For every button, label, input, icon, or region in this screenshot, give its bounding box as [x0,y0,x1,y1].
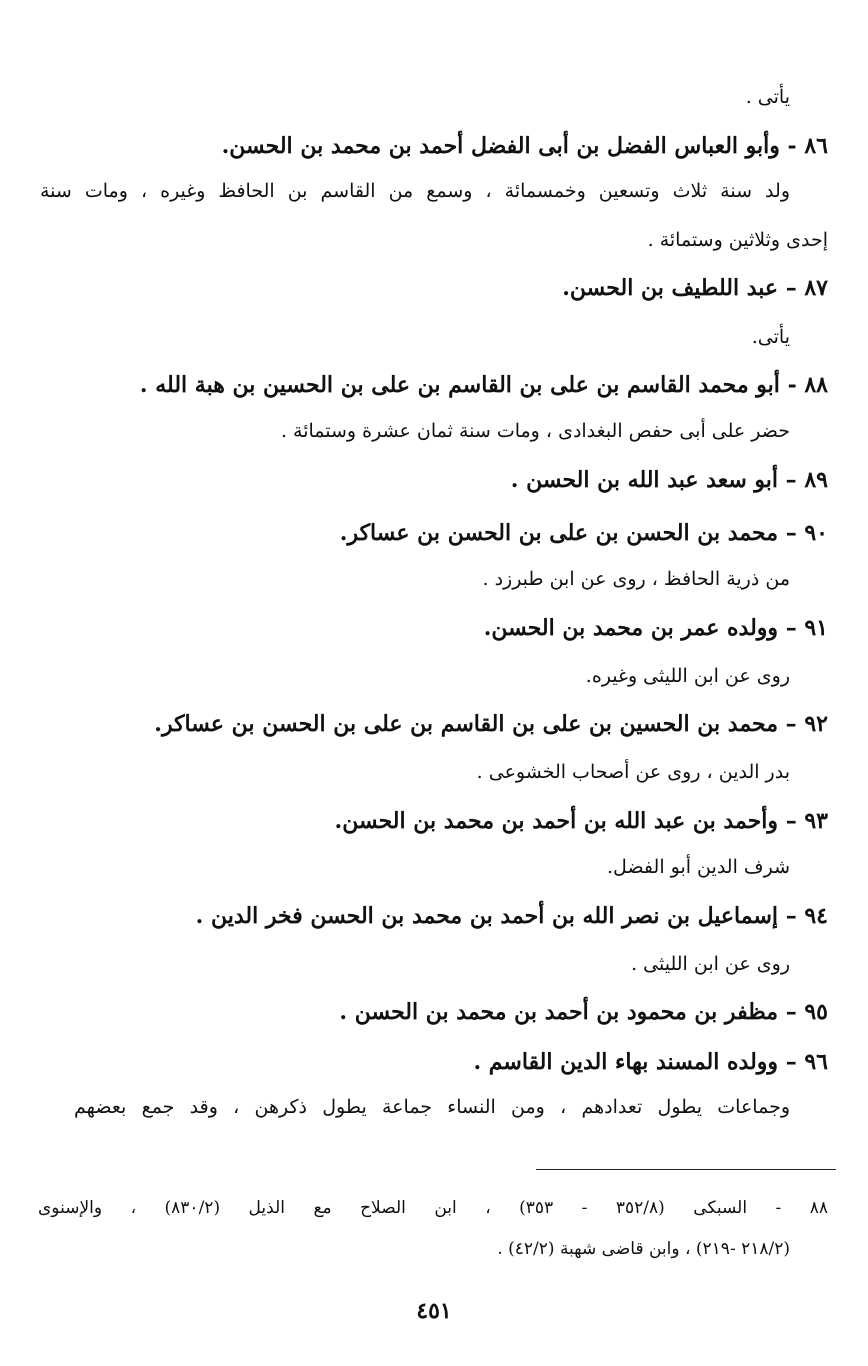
footnote-line: (٢١٨/٢ -٢١٩) ، وابن قاضى شهبة (٤٢/٢) . [497,1239,790,1259]
body-line: يأتى. [751,326,790,348]
entry-heading-94: ٩٤ – إسماعيل بن نصر الله بن أحمد بن محمد بن الحسن فخر الدين . [195,903,828,929]
entry-heading-95: ٩٥ – مظفر بن محمود بن أحمد بن محمد بن الحسن . [339,999,828,1025]
body-line: روى عن ابن الليثى وغيره. [585,665,790,687]
entry-heading-90: ٩٠ – محمد بن الحسن بن على بن الحسن بن عساكر. [339,520,828,546]
entry-heading-86: ٨٦ - وأبو العباس الفضل بن أبى الفضل أحمد بن محمد بن الحسن. [221,133,828,159]
body-line: إحدى وثلاثين وستمائة . [647,229,828,251]
entry-heading-89: ٨٩ – أبو سعد عبد الله بن الحسن . [510,467,828,493]
entry-heading-93: ٩٣ – وأحمد بن عبد الله بن أحمد بن محمد بن الحسن. [334,808,828,834]
body-line: من ذرية الحافظ ، روى عن ابن طبرزد . [482,568,790,590]
body-line: ولد سنة ثلاث وتسعين وخمسمائة ، وسمع من القاسم بن الحافظ وغيره ، ومات سنة [40,180,790,202]
body-line: وجماعات يطول تعدادهم ، ومن النساء جماعة يطول ذكرهن ، وقد جمع بعضهم [74,1096,790,1118]
entry-heading-96: ٩٦ – وولده المسند بهاء الدين القاسم . [473,1049,828,1075]
body-line: شرف الدين أبو الفضل. [607,856,790,878]
body-line: يأتى . [745,86,790,108]
entry-heading-88: ٨٨ - أبو محمد القاسم بن على بن القاسم بن على بن الحسين بن هبة الله . [139,372,828,398]
entry-heading-92: ٩٢ – محمد بن الحسين بن على بن القاسم بن على بن الحسن بن عساكر. [154,711,828,737]
footnote-divider [536,1169,836,1170]
body-line: بدر الدين ، روى عن أصحاب الخشوعى . [476,761,790,783]
entry-heading-91: ٩١ – وولده عمر بن محمد بن الحسن. [483,615,828,641]
body-line: روى عن ابن الليثى . [631,953,790,975]
body-line: حضر على أبى حفص البغدادى ، ومات سنة ثمان عشرة وستمائة . [280,420,790,442]
footnote-line: ٨٨ - السبكى (٣٥٢/٨ - ٣٥٣) ، ابن الصلاح مع الذيل (٨٣٠/٢) ، والإسنوى [38,1198,828,1218]
entry-heading-87: ٨٧ – عبد اللطيف بن الحسن. [562,275,828,301]
page-number: ٤٥١ [416,1298,452,1324]
